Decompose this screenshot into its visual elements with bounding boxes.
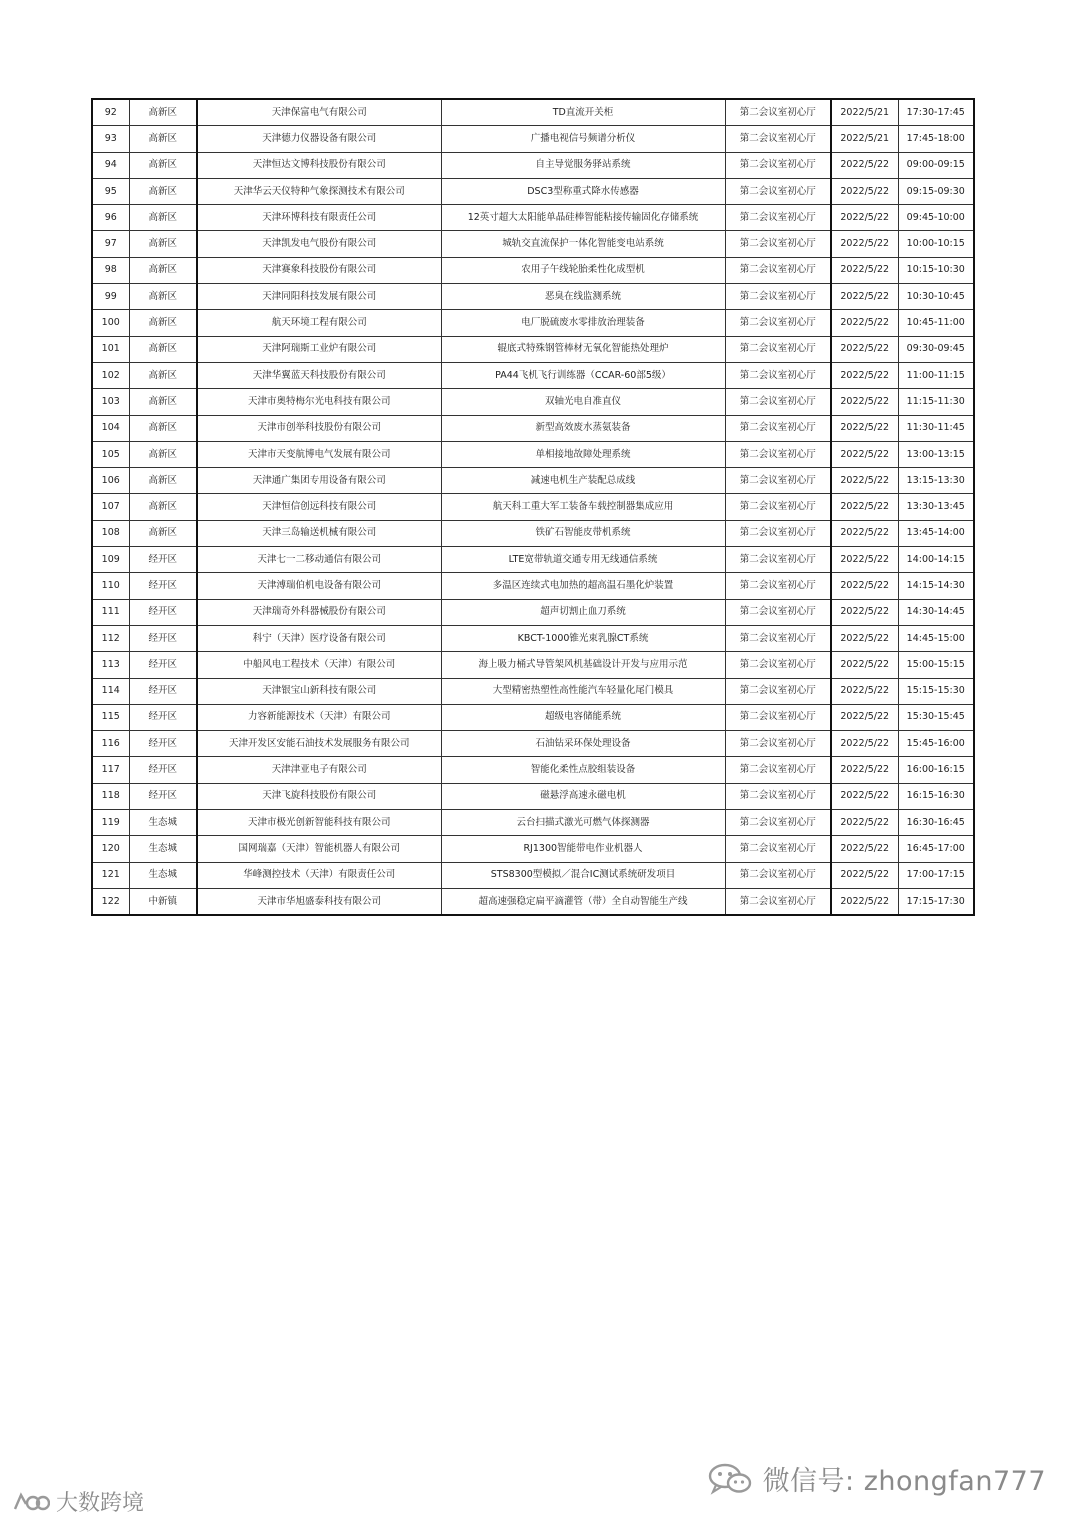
time-cell: 10:30-10:45	[898, 284, 974, 310]
district-cell: 经开区	[129, 625, 197, 651]
table-row	[92, 310, 974, 336]
company-cell: 天津赛象科技股份有限公司	[197, 257, 441, 283]
table-row	[92, 441, 974, 467]
venue-cell: 第二会议室初心厅	[725, 231, 831, 257]
project-cell: 农用子午线轮胎柔性化成型机	[441, 257, 725, 283]
date-cell: 2022/5/22	[831, 178, 898, 204]
project-cell: 磁悬浮高速永磁电机	[441, 783, 725, 809]
company-cell: 天津银宝山新科技有限公司	[197, 678, 441, 704]
table-row	[92, 415, 974, 441]
time-cell: 13:00-13:15	[898, 441, 974, 467]
table-row	[92, 178, 974, 204]
project-cell: KBCT-1000锥光束乳腺CT系统	[441, 625, 725, 651]
time-cell: 17:15-17:30	[898, 888, 974, 915]
district-cell: 高新区	[129, 494, 197, 520]
schedule-table	[91, 98, 975, 916]
project-cell: 智能化柔性点胶组装设备	[441, 757, 725, 783]
date-cell: 2022/5/22	[831, 625, 898, 651]
table-row	[92, 547, 974, 573]
date-cell: 2022/5/22	[831, 757, 898, 783]
district-cell: 高新区	[129, 99, 197, 126]
company-cell: 天津津亚电子有限公司	[197, 757, 441, 783]
company-cell: 力容新能源技术（天津）有限公司	[197, 704, 441, 730]
table-row	[92, 731, 974, 757]
venue-cell: 第二会议室初心厅	[725, 152, 831, 178]
table-row	[92, 126, 974, 152]
row-number: 94	[92, 152, 129, 178]
date-cell: 2022/5/22	[831, 573, 898, 599]
venue-cell: 第二会议室初心厅	[725, 573, 831, 599]
table-row	[92, 468, 974, 494]
table-row	[92, 625, 974, 651]
date-cell: 2022/5/22	[831, 520, 898, 546]
row-number: 107	[92, 494, 129, 520]
table-row	[92, 231, 974, 257]
table-row	[92, 389, 974, 415]
time-cell: 15:30-15:45	[898, 704, 974, 730]
company-cell: 天津恒达文博科技股份有限公司	[197, 152, 441, 178]
project-cell: STS8300型模拟／混合IC测试系统研发项目	[441, 862, 725, 888]
row-number: 109	[92, 547, 129, 573]
venue-cell: 第二会议室初心厅	[725, 257, 831, 283]
table-row	[92, 494, 974, 520]
date-cell: 2022/5/22	[831, 652, 898, 678]
time-cell: 09:45-10:00	[898, 205, 974, 231]
row-number: 92	[92, 99, 129, 126]
project-cell: 新型高效废水蒸氨装备	[441, 415, 725, 441]
table-row	[92, 862, 974, 888]
district-cell: 经开区	[129, 731, 197, 757]
time-cell: 17:45-18:00	[898, 126, 974, 152]
district-cell: 中新镇	[129, 888, 197, 915]
date-cell: 2022/5/22	[831, 257, 898, 283]
district-cell: 经开区	[129, 783, 197, 809]
district-cell: 高新区	[129, 336, 197, 362]
venue-cell: 第二会议室初心厅	[725, 862, 831, 888]
district-cell: 高新区	[129, 389, 197, 415]
district-cell: 高新区	[129, 310, 197, 336]
schedule-body	[92, 99, 974, 915]
district-cell: 经开区	[129, 547, 197, 573]
company-cell: 天津三岛输送机械有限公司	[197, 520, 441, 546]
project-cell: 辊底式特殊钢管棒材无氧化智能热处理炉	[441, 336, 725, 362]
row-number: 115	[92, 704, 129, 730]
project-cell: LTE宽带轨道交通专用无线通信系统	[441, 547, 725, 573]
table-row	[92, 336, 974, 362]
time-cell: 16:00-16:15	[898, 757, 974, 783]
project-cell: 多温区连续式电加热的超高温石墨化炉装置	[441, 573, 725, 599]
brand-watermark	[12, 1486, 144, 1517]
district-cell: 高新区	[129, 178, 197, 204]
project-cell: 城轨交直流保护一体化智能变电站系统	[441, 231, 725, 257]
company-cell: 天津市天变航博电气发展有限公司	[197, 441, 441, 467]
row-number: 102	[92, 362, 129, 388]
row-number: 113	[92, 652, 129, 678]
district-cell: 高新区	[129, 257, 197, 283]
time-cell: 15:00-15:15	[898, 652, 974, 678]
date-cell: 2022/5/22	[831, 810, 898, 836]
company-cell: 科宁（天津）医疗设备有限公司	[197, 625, 441, 651]
wechat-watermark	[707, 1459, 1046, 1498]
district-cell: 高新区	[129, 126, 197, 152]
venue-cell: 第二会议室初心厅	[725, 126, 831, 152]
district-cell: 高新区	[129, 362, 197, 388]
district-cell: 经开区	[129, 599, 197, 625]
date-cell: 2022/5/22	[831, 284, 898, 310]
project-cell: 广播电视信号频谱分析仪	[441, 126, 725, 152]
venue-cell: 第二会议室初心厅	[725, 836, 831, 862]
venue-cell: 第二会议室初心厅	[725, 888, 831, 915]
time-cell: 14:00-14:15	[898, 547, 974, 573]
row-number: 105	[92, 441, 129, 467]
company-cell: 天津七一二移动通信有限公司	[197, 547, 441, 573]
table-row	[92, 757, 974, 783]
district-cell: 高新区	[129, 284, 197, 310]
row-number: 97	[92, 231, 129, 257]
company-cell: 天津阿瑞斯工业炉有限公司	[197, 336, 441, 362]
date-cell: 2022/5/22	[831, 783, 898, 809]
district-cell: 生态城	[129, 836, 197, 862]
table-row	[92, 704, 974, 730]
venue-cell: 第二会议室初心厅	[725, 178, 831, 204]
time-cell: 13:30-13:45	[898, 494, 974, 520]
project-cell: 超声切割止血刀系统	[441, 599, 725, 625]
project-cell: 减速电机生产装配总成线	[441, 468, 725, 494]
district-cell: 高新区	[129, 152, 197, 178]
time-cell: 14:30-14:45	[898, 599, 974, 625]
project-cell: TD直流开关柜	[441, 99, 725, 126]
project-cell: 自主导觉服务驿站系统	[441, 152, 725, 178]
company-cell: 天津通广集团专用设备有限公司	[197, 468, 441, 494]
district-cell: 高新区	[129, 205, 197, 231]
venue-cell: 第二会议室初心厅	[725, 336, 831, 362]
date-cell: 2022/5/21	[831, 126, 898, 152]
company-cell: 华峰测控技术（天津）有限责任公司	[197, 862, 441, 888]
venue-cell: 第二会议室初心厅	[725, 810, 831, 836]
date-cell: 2022/5/22	[831, 547, 898, 573]
table-row	[92, 810, 974, 836]
venue-cell: 第二会议室初心厅	[725, 205, 831, 231]
project-cell: 超级电容储能系统	[441, 704, 725, 730]
brand-logo-icon	[12, 1490, 50, 1514]
district-cell: 生态城	[129, 862, 197, 888]
company-cell: 天津恒信创远科技有限公司	[197, 494, 441, 520]
time-cell: 17:00-17:15	[898, 862, 974, 888]
venue-cell: 第二会议室初心厅	[725, 625, 831, 651]
district-cell: 经开区	[129, 704, 197, 730]
wechat-id-text: 微信号: zhongfan777	[762, 1466, 1046, 1497]
venue-cell: 第二会议室初心厅	[725, 704, 831, 730]
row-number: 98	[92, 257, 129, 283]
time-cell: 10:15-10:30	[898, 257, 974, 283]
row-number: 112	[92, 625, 129, 651]
date-cell: 2022/5/22	[831, 836, 898, 862]
row-number: 120	[92, 836, 129, 862]
time-cell: 09:00-09:15	[898, 152, 974, 178]
table-row	[92, 520, 974, 546]
project-cell: 铁矿石智能皮带机系统	[441, 520, 725, 546]
row-number: 122	[92, 888, 129, 915]
company-cell: 天津市创举科技股份有限公司	[197, 415, 441, 441]
company-cell: 天津瑞奇外科器械股份有限公司	[197, 599, 441, 625]
time-cell: 13:15-13:30	[898, 468, 974, 494]
time-cell: 16:15-16:30	[898, 783, 974, 809]
table-row	[92, 836, 974, 862]
date-cell: 2022/5/22	[831, 678, 898, 704]
time-cell: 16:45-17:00	[898, 836, 974, 862]
date-cell: 2022/5/21	[831, 99, 898, 126]
table-row	[92, 99, 974, 126]
venue-cell: 第二会议室初心厅	[725, 468, 831, 494]
project-cell: 12英寸超大太阳能单晶硅棒智能粘接传输固化存储系统	[441, 205, 725, 231]
table-row	[92, 284, 974, 310]
row-number: 121	[92, 862, 129, 888]
project-cell: 超高速强稳定扁平滴灌管（带）全自动智能生产线	[441, 888, 725, 915]
company-cell: 天津开发区安能石油技术发展服务有限公司	[197, 731, 441, 757]
table-row	[92, 888, 974, 915]
row-number: 104	[92, 415, 129, 441]
row-number: 93	[92, 126, 129, 152]
company-cell: 天津华翼蓝天科技股份有限公司	[197, 362, 441, 388]
time-cell: 16:30-16:45	[898, 810, 974, 836]
project-cell: DSC3型称重式降水传感器	[441, 178, 725, 204]
date-cell: 2022/5/22	[831, 336, 898, 362]
project-cell: 恶臭在线监测系统	[441, 284, 725, 310]
table-row	[92, 573, 974, 599]
district-cell: 高新区	[129, 441, 197, 467]
date-cell: 2022/5/22	[831, 362, 898, 388]
company-cell: 航天环境工程有限公司	[197, 310, 441, 336]
company-cell: 国网瑞嘉（天津）智能机器人有限公司	[197, 836, 441, 862]
district-cell: 经开区	[129, 678, 197, 704]
company-cell: 天津凯发电气股份有限公司	[197, 231, 441, 257]
project-cell: 电厂脱硫废水零排放治理装备	[441, 310, 725, 336]
company-cell: 天津环博科技有限责任公司	[197, 205, 441, 231]
venue-cell: 第二会议室初心厅	[725, 415, 831, 441]
row-number: 103	[92, 389, 129, 415]
project-cell: 单相接地故障处理系统	[441, 441, 725, 467]
company-cell: 天津保富电气有限公司	[197, 99, 441, 126]
company-cell: 天津溥瑞伯机电设备有限公司	[197, 573, 441, 599]
project-cell: RJ1300智能带电作业机器人	[441, 836, 725, 862]
venue-cell: 第二会议室初心厅	[725, 389, 831, 415]
time-cell: 11:00-11:15	[898, 362, 974, 388]
row-number: 106	[92, 468, 129, 494]
date-cell: 2022/5/22	[831, 862, 898, 888]
wechat-icon	[707, 1462, 753, 1496]
row-number: 118	[92, 783, 129, 809]
row-number: 111	[92, 599, 129, 625]
district-cell: 经开区	[129, 757, 197, 783]
venue-cell: 第二会议室初心厅	[725, 757, 831, 783]
venue-cell: 第二会议室初心厅	[725, 310, 831, 336]
time-cell: 15:45-16:00	[898, 731, 974, 757]
date-cell: 2022/5/22	[831, 310, 898, 336]
time-cell: 09:30-09:45	[898, 336, 974, 362]
time-cell: 09:15-09:30	[898, 178, 974, 204]
time-cell: 15:15-15:30	[898, 678, 974, 704]
venue-cell: 第二会议室初心厅	[725, 783, 831, 809]
time-cell: 14:15-14:30	[898, 573, 974, 599]
date-cell: 2022/5/22	[831, 389, 898, 415]
company-cell: 天津飞旋科技股份有限公司	[197, 783, 441, 809]
venue-cell: 第二会议室初心厅	[725, 284, 831, 310]
table-row	[92, 599, 974, 625]
date-cell: 2022/5/22	[831, 205, 898, 231]
venue-cell: 第二会议室初心厅	[725, 599, 831, 625]
date-cell: 2022/5/22	[831, 415, 898, 441]
date-cell: 2022/5/22	[831, 704, 898, 730]
date-cell: 2022/5/22	[831, 152, 898, 178]
table-row	[92, 652, 974, 678]
row-number: 108	[92, 520, 129, 546]
company-cell: 天津市奥特梅尔光电科技有限公司	[197, 389, 441, 415]
project-cell: 云台扫描式激光可燃气体探测器	[441, 810, 725, 836]
row-number: 114	[92, 678, 129, 704]
table-row	[92, 678, 974, 704]
time-cell: 17:30-17:45	[898, 99, 974, 126]
row-number: 110	[92, 573, 129, 599]
project-cell: 双轴光电自准直仪	[441, 389, 725, 415]
date-cell: 2022/5/22	[831, 731, 898, 757]
date-cell: 2022/5/22	[831, 231, 898, 257]
row-number: 96	[92, 205, 129, 231]
row-number: 117	[92, 757, 129, 783]
time-cell: 10:00-10:15	[898, 231, 974, 257]
venue-cell: 第二会议室初心厅	[725, 441, 831, 467]
venue-cell: 第二会议室初心厅	[725, 494, 831, 520]
company-cell: 中船风电工程技术（天津）有限公司	[197, 652, 441, 678]
company-cell: 天津同阳科技发展有限公司	[197, 284, 441, 310]
time-cell: 13:45-14:00	[898, 520, 974, 546]
table-row	[92, 257, 974, 283]
time-cell: 11:30-11:45	[898, 415, 974, 441]
row-number: 95	[92, 178, 129, 204]
date-cell: 2022/5/22	[831, 888, 898, 915]
company-cell: 天津市华旭盛泰科技有限公司	[197, 888, 441, 915]
row-number: 119	[92, 810, 129, 836]
company-cell: 天津德力仪器设备有限公司	[197, 126, 441, 152]
table-row	[92, 205, 974, 231]
table-row	[92, 783, 974, 809]
project-cell: 大型精密热塑性高性能汽车轻量化尾门模具	[441, 678, 725, 704]
date-cell: 2022/5/22	[831, 599, 898, 625]
district-cell: 经开区	[129, 573, 197, 599]
district-cell: 高新区	[129, 231, 197, 257]
district-cell: 经开区	[129, 652, 197, 678]
venue-cell: 第二会议室初心厅	[725, 99, 831, 126]
date-cell: 2022/5/22	[831, 494, 898, 520]
district-cell: 高新区	[129, 415, 197, 441]
company-cell: 天津市极光创新智能科技有限公司	[197, 810, 441, 836]
venue-cell: 第二会议室初心厅	[725, 652, 831, 678]
venue-cell: 第二会议室初心厅	[725, 547, 831, 573]
company-cell: 天津华云天仪特种气象探测技术有限公司	[197, 178, 441, 204]
venue-cell: 第二会议室初心厅	[725, 731, 831, 757]
time-cell: 11:15-11:30	[898, 389, 974, 415]
date-cell: 2022/5/22	[831, 468, 898, 494]
table-row	[92, 152, 974, 178]
time-cell: 10:45-11:00	[898, 310, 974, 336]
date-cell: 2022/5/22	[831, 441, 898, 467]
district-cell: 高新区	[129, 468, 197, 494]
table-row	[92, 362, 974, 388]
project-cell: PA44飞机飞行训练器（CCAR-60部5级）	[441, 362, 725, 388]
venue-cell: 第二会议室初心厅	[725, 678, 831, 704]
venue-cell: 第二会议室初心厅	[725, 362, 831, 388]
district-cell: 高新区	[129, 520, 197, 546]
time-cell: 14:45-15:00	[898, 625, 974, 651]
project-cell: 石油钻采环保处理设备	[441, 731, 725, 757]
district-cell: 生态城	[129, 810, 197, 836]
brand-text: 大数跨境	[56, 1491, 145, 1516]
row-number: 100	[92, 310, 129, 336]
row-number: 101	[92, 336, 129, 362]
venue-cell: 第二会议室初心厅	[725, 520, 831, 546]
project-cell: 航天科工重大军工装备车载控制器集成应用	[441, 494, 725, 520]
row-number: 99	[92, 284, 129, 310]
project-cell: 海上吸力桶式导管架风机基础设计开发与应用示范	[441, 652, 725, 678]
row-number: 116	[92, 731, 129, 757]
